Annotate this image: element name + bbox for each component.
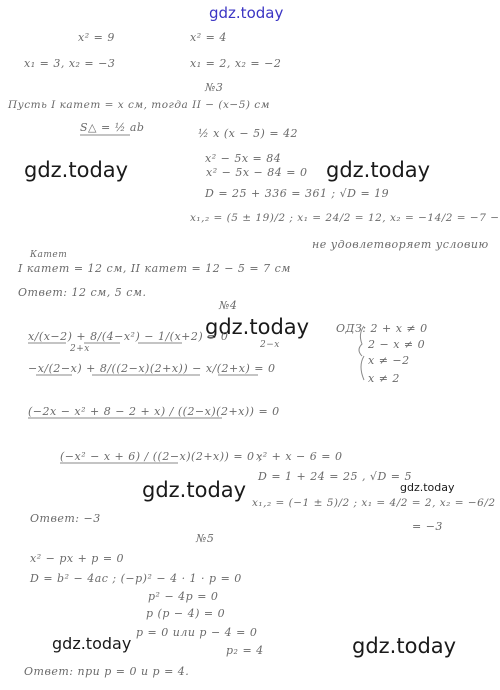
system-brace <box>359 326 364 356</box>
solution-line: x₁,₂ = (5 ± 19)/2 ; x₁ = 24/2 = 12, x₂ = −14/2 = −7 − <box>190 212 500 224</box>
solution-line: x² = 9 <box>78 31 115 44</box>
solution-line: p₂ = 4 <box>226 644 264 657</box>
solution-line: (−x² − x + 6) / ((2−x)(2+x)) = 0 ; <box>60 450 263 463</box>
solution-line: I катет = 12 см, II катет = 12 − 5 = 7 см <box>18 262 291 275</box>
solution-line: D = b² − 4ac ; (−p)² − 4 · 1 · p = 0 <box>30 572 242 585</box>
watermark: gdz.today <box>205 315 310 339</box>
annotation: 2−x <box>260 340 280 350</box>
watermark-small: gdz.today <box>400 481 455 494</box>
solution-line: ½ x (x − 5) = 42 <box>198 127 299 140</box>
solution-line: S△ = ½ ab <box>80 121 145 134</box>
watermark: gdz.today <box>326 158 431 182</box>
solution-line: Пусть I катет = x см, тогда II − (x−5) см <box>8 99 270 111</box>
annotation: 2+x <box>70 344 90 354</box>
answer-line: Ответ: −3 <box>30 512 101 525</box>
solution-line: x² − 5x = 84 <box>205 152 282 165</box>
solution-line: p (p − 4) = 0 <box>146 607 226 620</box>
solution-line: x² + x − 6 = 0 <box>256 450 343 463</box>
watermark: gdz.today <box>142 478 247 502</box>
answer-line: Ответ: 12 см, 5 см. <box>18 286 147 299</box>
solution-line: p = 0 или p − 4 = 0 <box>136 626 258 639</box>
solution-line: D = 1 + 24 = 25 , √D = 5 <box>258 470 412 483</box>
solution-line: 2 − x ≠ 0 <box>368 338 426 351</box>
solution-line: (−2x − x² + 8 − 2 + x) / ((2−x)(2+x)) = 0 <box>28 405 280 418</box>
watermark-top: gdz.today <box>209 4 284 22</box>
system-brace <box>361 356 364 380</box>
solution-line: ОДЗ: 2 + x ≠ 0 <box>336 322 428 335</box>
solution-line: p² − 4p = 0 <box>148 590 219 603</box>
solution-line: x/(x−2) + 8/(4−x²) − 1/(x+2) = 0 <box>28 330 229 343</box>
solution-line: x² − 5x − 84 = 0 <box>206 166 308 179</box>
solution-line: x ≠ −2 <box>368 354 410 367</box>
solution-line: −x/(2−x) + 8/((2−x)(2+x)) − x/(2+x) = 0 <box>28 362 276 375</box>
solution-line: x₁ = 3, x₂ = −3 <box>24 57 116 70</box>
solution-line: x₁,₂ = (−1 ± 5)/2 ; x₁ = 4/2 = 2, x₂ = −6/2 <box>252 497 496 509</box>
solution-line: x² = 4 <box>190 31 227 44</box>
solution-line: x₁ = 2, x₂ = −2 <box>190 57 282 70</box>
solution-line: x ≠ 2 <box>368 372 400 385</box>
answer-line: Ответ: при p = 0 и p = 4. <box>24 665 190 678</box>
solution-line: x² − px + p = 0 <box>30 552 125 565</box>
problem-number: №5 <box>196 532 215 545</box>
solution-line: = −3 <box>412 520 443 533</box>
solution-line: не удовлетворяет условию <box>312 238 489 251</box>
problem-number: №4 <box>219 299 238 312</box>
watermark: gdz.today <box>24 158 129 182</box>
solution-line: D = 25 + 336 = 361 ; √D = 19 <box>205 187 390 200</box>
problem-number: №3 <box>205 81 224 94</box>
annotation: Катет <box>30 250 68 260</box>
watermark: gdz.today <box>352 634 457 658</box>
watermark: gdz.today <box>52 634 132 653</box>
